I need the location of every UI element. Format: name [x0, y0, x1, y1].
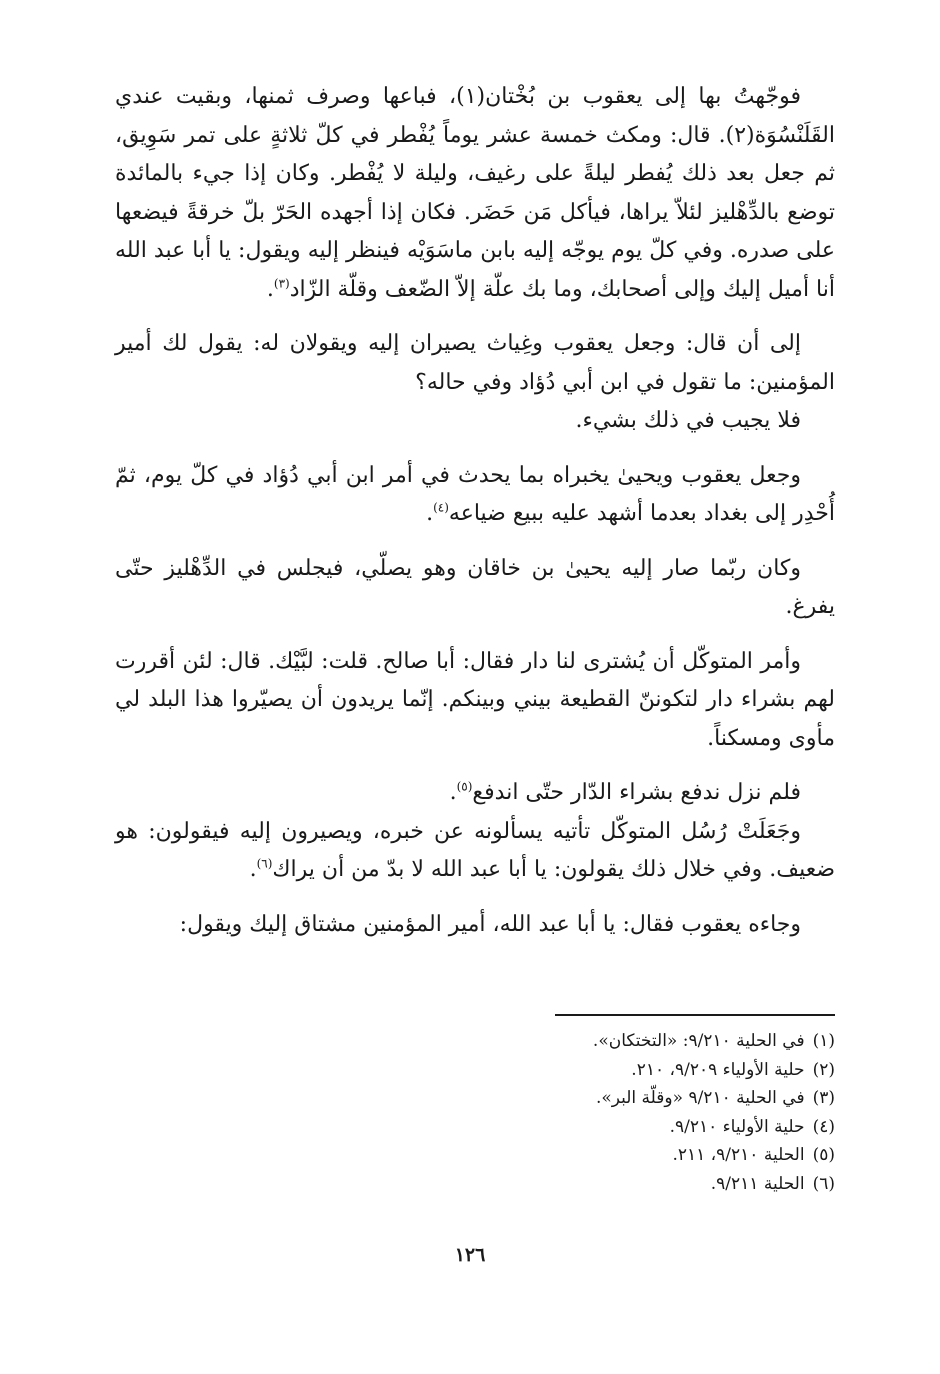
paragraph-4 — [115, 457, 835, 534]
footnote-text: حلية الأولياء ٩/٢٠٩، ٢١٠. — [631, 1059, 805, 1080]
footnote-5 — [235, 1141, 835, 1170]
footnote-3 — [235, 1084, 835, 1113]
paragraph-5-text: وكان ربّما صار إليه يحيىٰ بن خاقان وهو يصلّي، فيجلس في الدِّهْليز حتّى يفرغ. — [115, 555, 835, 619]
paragraph-2 — [115, 325, 835, 402]
footnote-1 — [235, 1027, 835, 1056]
paragraph-1 — [115, 78, 835, 309]
footnote-number: (٢) — [812, 1059, 835, 1080]
footnote-number: (٥) — [812, 1145, 835, 1165]
footnote-number: (٦) — [812, 1173, 835, 1194]
paragraph-4-text: وجعل يعقوب ويحيىٰ يخبراه بما يحدث في أمر ابن أبي دُؤاد في كلّ يوم، ثمّ أُحْدِر إلى بغداد بعدما أشهد عليه ببيع ضياعه$^{(٤)}$. — [115, 462, 835, 526]
footnote-text: في الحلية ٩/٢١٠: «التختكان». — [592, 1031, 805, 1051]
footnote-ref-6: (٦) — [256, 856, 273, 871]
paragraph-7 — [115, 774, 835, 813]
paragraph-9 — [115, 906, 835, 945]
paragraph-2-text: إلى أن قال: وجعل يعقوب وغِياث يصيران إليه ويقولان له: يقول لك أمير المؤمنين: ما تقول في ابن أبي دُؤاد وفي حاله؟ — [115, 331, 835, 395]
footnote-divider — [555, 1014, 835, 1016]
footnote-text: الحلية ٩/٢١٠، ٢١١. — [672, 1145, 805, 1165]
paragraph-3 — [115, 402, 835, 441]
footnote-text: حلية الأولياء ٩/٢١٠. — [669, 1116, 805, 1137]
footnote-6 — [235, 1170, 835, 1199]
footnotes-list — [235, 1027, 835, 1198]
paragraph-8 — [115, 813, 835, 890]
paragraph-1-text: فوجّهتُ بها إلى يعقوب بن بُخْتان(١)، فباعها وصرف ثمنها، وبقيت عندي القَلَنْسُوَة(٢). قال: ومكث خمسة عشر يوماً يُفْطر في كلّ ثلاثةٍ على تمر سَوِيق، ثم جعل بعد ذلك يُفطر ليلةً على رغيف، وليلة لا يُفْطر. وكان إذا جيء بالمائدة توضع بالدِّهْليز لئلاّ يراها، فيأكل مَن حَضَر. فكان إذا أجهده الحَرّ بلّ خرقةً فيضعها على صدره. وفي كلّ يوم يوجّه إليه بابن ماسَوَيْه فينظر إليه ويقول: يا أبا عبد الله أنا أميل إليك وإلى أصحابك، وما بك علّة إلاّ الضّعف وقلّة الزّاد$^{(٣)}$. — [115, 84, 835, 302]
footnote-number: (٤) — [812, 1116, 835, 1137]
footnote-4 — [235, 1113, 835, 1142]
paragraph-9-text: وجاءه يعقوب فقال: يا أبا عبد الله، أمير المؤمنين مشتاق إليك ويقول: — [179, 911, 801, 937]
footnote-text: في الحلية ٩/٢١٠ «وقلّة البر». — [595, 1088, 805, 1108]
footnote-number: (١) — [812, 1031, 835, 1051]
paragraph-7-text: فلم نزل ندفع بشراء الدّار حتّى اندفع$^{(٥)}$. — [449, 779, 801, 805]
footnote-text: الحلية ٩/٢١١. — [710, 1173, 805, 1194]
footnote-2 — [235, 1056, 835, 1085]
paragraph-3-text: فلا يجيب في ذلك بشيء. — [575, 408, 801, 433]
paragraph-6-text: وأمر المتوكّل أن يُشترى لنا دار فقال: أبا صالح. قلت: لبَّيْك. قال: لئن أقررت لهم بشراء دار لتكوننّ القطيعة بيني وبينكم. إنّما يريدون أن يصيّروا هذا البلد لي مأوى ومسكناً. — [115, 648, 835, 751]
paragraph-8-text: وجَعَلَتْ رُسُل المتوكّل تأتيه يسألونه عن خبره، ويصيرون إليه فيقولون: هو ضعيف. وفي خلال ذلك يقولون: يا أبا عبد الله لا بدّ من أن يراك$^{(٦)}$. — [115, 818, 835, 882]
main-text — [115, 78, 835, 944]
footnote-ref-3: (٣) — [273, 276, 290, 291]
page-number: ١٢٦ — [454, 1244, 486, 1266]
paragraph-6 — [115, 643, 835, 759]
paragraph-5 — [115, 550, 835, 627]
footnote-number: (٣) — [812, 1088, 835, 1108]
footnote-ref-5: (٥) — [456, 779, 473, 794]
footnote-ref-4: (٤) — [433, 500, 449, 515]
